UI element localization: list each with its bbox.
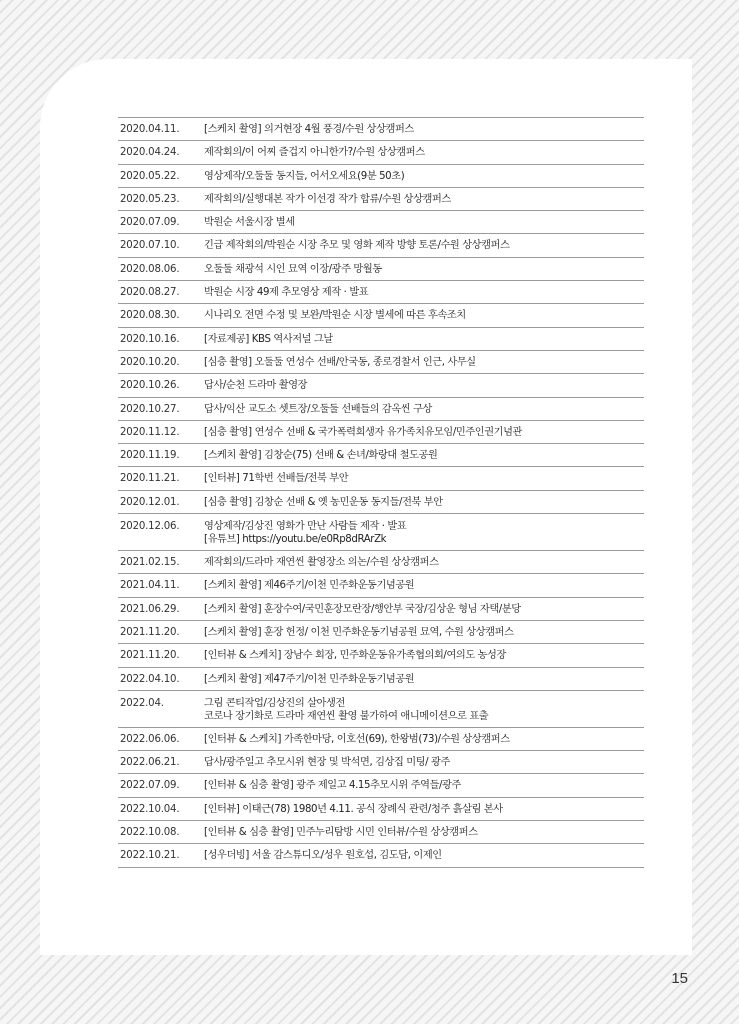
description-line: [스케치 촬영] 김창순(75) 선배 & 손녀/화랑대 철도공원 xyxy=(204,450,438,462)
timeline-row xyxy=(118,165,644,188)
description-line: 오둘둘 채광석 시인 묘역 이장/광주 망월동 xyxy=(204,263,382,275)
timeline-row xyxy=(118,491,644,514)
row-description xyxy=(204,379,644,392)
description-line: [인터뷰 & 심층 촬영] 민주누리탐방 시민 인터뷰/수원 상상캠퍼스 xyxy=(204,827,478,839)
timeline-row xyxy=(118,774,644,797)
row-description xyxy=(204,356,644,369)
row-date: 2022.10.08. xyxy=(120,827,180,839)
timeline-row xyxy=(118,141,644,164)
row-description xyxy=(204,579,644,592)
row-description xyxy=(204,649,644,662)
row-description xyxy=(204,286,644,299)
row-date: 2022.10.04. xyxy=(120,803,180,815)
row-date: 2020.07.09. xyxy=(120,217,180,229)
row-description xyxy=(204,496,644,509)
row-description xyxy=(204,123,644,136)
row-date: 2021.06.29. xyxy=(120,603,180,615)
row-date: 2020.10.27. xyxy=(120,403,180,415)
row-description xyxy=(204,170,644,183)
timeline-row xyxy=(118,281,644,304)
timeline-row xyxy=(118,821,644,844)
timeline-row xyxy=(118,598,644,621)
row-description xyxy=(204,520,644,546)
timeline-row xyxy=(118,844,644,867)
row-description xyxy=(204,603,644,616)
row-date: 2020.07.10. xyxy=(120,240,180,252)
row-description xyxy=(204,216,644,229)
timeline-row xyxy=(118,304,644,327)
row-description xyxy=(204,333,644,346)
row-description xyxy=(204,697,644,723)
row-date: 2020.08.06. xyxy=(120,263,180,275)
description-line: [인터뷰 & 스케치] 장남수 회장, 민주화운동유가족협의회/여의도 농성장 xyxy=(204,650,506,662)
timeline-row xyxy=(118,398,644,421)
timeline-row xyxy=(118,751,644,774)
description-line: [인터뷰] 71학번 선배들/전북 부안 xyxy=(204,473,349,485)
description-line: 영상제작/오둘둘 동지들, 어서오세요(9분 50초) xyxy=(204,170,405,182)
description-line: 영상제작/김상진 영화가 만난 사람들 제작 · 발표 xyxy=(204,521,407,533)
description-line: 제작회의/실행대본 작가 이선경 작가 합류/수원 상상캠퍼스 xyxy=(204,193,451,205)
timeline-row xyxy=(118,258,644,281)
row-date: 2020.11.19. xyxy=(120,450,180,462)
description-line: [스케치 촬영] 의거현장 4월 풍경/수원 상상캠퍼스 xyxy=(204,124,414,135)
description-line: [심층 촬영] 김창순 선배 & 옛 농민운동 동지들/전북 부안 xyxy=(204,496,443,508)
row-date: 2021.11.20. xyxy=(120,650,180,662)
timeline-row xyxy=(118,118,644,141)
row-date: 2020.04.24. xyxy=(120,147,180,159)
row-date: 2020.10.16. xyxy=(120,333,180,345)
timeline-row xyxy=(118,374,644,397)
row-description xyxy=(204,849,644,862)
row-description xyxy=(204,449,644,462)
description-line: [인터뷰 & 심층 촬영] 광주 제일고 4.15추모시위 주역들/광주 xyxy=(204,780,461,792)
timeline-row xyxy=(118,514,644,551)
row-date: 2020.08.30. xyxy=(120,310,180,322)
page-number: 15 xyxy=(671,970,688,987)
timeline-row xyxy=(118,211,644,234)
description-line: 박원순 서울시장 별세 xyxy=(204,217,295,229)
timeline-row xyxy=(118,188,644,211)
timeline-row xyxy=(118,621,644,644)
timeline-row xyxy=(118,691,644,728)
row-date: 2020.08.27. xyxy=(120,287,180,299)
description-line: 제작회의/드라마 재연씬 촬영장소 의논/수원 상상캠퍼스 xyxy=(204,557,439,569)
row-description xyxy=(204,626,644,639)
row-description xyxy=(204,556,644,569)
description-line: 시나리오 전면 수정 및 보완/박원순 시장 별세에 따른 후속조치 xyxy=(204,310,466,322)
timeline-row xyxy=(118,421,644,444)
timeline-row xyxy=(118,444,644,467)
row-description xyxy=(204,826,644,839)
description-line: 답사/순천 드라마 촬영장 xyxy=(204,380,308,392)
description-line: [스케치 촬영] 훈장 헌정/ 이천 민주화운동기념공원 묘역, 수원 상상캠퍼스 xyxy=(204,626,514,638)
row-date: 2020.10.26. xyxy=(120,380,180,392)
description-line: [스케치 촬영] 제46주기/이천 민주화운동기념공원 xyxy=(204,580,415,592)
row-description xyxy=(204,472,644,485)
description-line: 그림 콘티작업/김상진의 살아생전 xyxy=(204,697,345,709)
timeline-row xyxy=(118,728,644,751)
description-line: 박원순 시장 49제 추모영상 제작 · 발표 xyxy=(204,287,369,299)
row-description xyxy=(204,803,644,816)
row-description xyxy=(204,403,644,416)
row-date: 2021.11.20. xyxy=(120,626,180,638)
description-line: [심층 촬영] 연성수 선배 & 국가폭력희생자 유가족치유모임/민주인권기념관 xyxy=(204,426,522,438)
row-date: 2020.10.20. xyxy=(120,356,180,368)
description-line: [인터뷰] 이태근(78) 1980년 4.11. 공식 장례식 관련/청주 흙살림 본사 xyxy=(204,803,503,815)
description-line: 제작회의/이 어찌 즐겁지 아니한가?/수원 상상캠퍼스 xyxy=(204,147,425,159)
timeline-row xyxy=(118,798,644,821)
row-date: 2020.04.11. xyxy=(120,124,180,135)
timeline-row xyxy=(118,351,644,374)
description-line: [유튜브] https://youtu.be/e0Rp8dRArZk xyxy=(204,534,387,546)
row-description xyxy=(204,756,644,769)
timeline-row xyxy=(118,467,644,490)
row-date: 2022.10.21. xyxy=(120,850,180,862)
description-line: 긴급 제작회의/박원순 시장 추모 및 영화 제작 방향 토론/수원 상상캠퍼스 xyxy=(204,240,510,252)
row-date: 2021.02.15. xyxy=(120,557,180,569)
row-date: 2022.06.21. xyxy=(120,757,180,769)
description-line: [성우더빙] 서울 감스튜디오/성우 원호섭, 김도담, 이제인 xyxy=(204,850,442,862)
timeline-row xyxy=(118,328,644,351)
description-line: [스케치 촬영] 제47주기/이천 민주화운동기념공원 xyxy=(204,673,415,685)
timeline-row xyxy=(118,574,644,597)
row-date: 2020.12.01. xyxy=(120,496,180,508)
description-line: 코로나 장기화로 드라마 재연씬 촬영 불가하여 애니메이션으로 표출 xyxy=(204,710,489,722)
description-line: 답사/익산 교도소 셋트장/오둘둘 선배들의 감옥씬 구상 xyxy=(204,403,432,415)
timeline-row xyxy=(118,668,644,691)
row-date: 2020.05.23. xyxy=(120,193,180,205)
row-date: 2020.11.12. xyxy=(120,426,180,438)
description-line: [스케치 촬영] 훈장수여/국민훈장모란장/행안부 국장/김상운 형님 자택/분당 xyxy=(204,603,521,615)
row-date: 2020.11.21. xyxy=(120,473,180,485)
description-line: 답사/광주일고 추모시위 현장 및 박석면, 김상집 미팅/ 광주 xyxy=(204,757,450,769)
row-date: 2020.05.22. xyxy=(120,170,180,182)
row-description xyxy=(204,239,644,252)
timeline-row xyxy=(118,644,644,667)
row-description xyxy=(204,263,644,276)
description-line: [심층 촬영] 오둘둘 연성수 선배/안국동, 종로경찰서 인근, 사무실 xyxy=(204,356,476,368)
timeline-table xyxy=(118,117,644,868)
row-date: 2021.04.11. xyxy=(120,580,180,592)
timeline-row xyxy=(118,234,644,257)
row-date: 2022.07.09. xyxy=(120,780,180,792)
row-date: 2022.06.06. xyxy=(120,733,180,745)
timeline-row xyxy=(118,551,644,574)
row-description xyxy=(204,673,644,686)
row-date: 2020.12.06. xyxy=(120,521,180,533)
row-date: 2022.04. xyxy=(120,697,164,709)
description-line: [인터뷰 & 스케치] 가족한마당, 이호선(69), 한왕범(73)/수원 상상캠퍼스 xyxy=(204,733,510,745)
row-description xyxy=(204,733,644,746)
row-description xyxy=(204,309,644,322)
row-description xyxy=(204,426,644,439)
row-description xyxy=(204,779,644,792)
row-description xyxy=(204,146,644,159)
description-line: [자료제공] KBS 역사저널 그날 xyxy=(204,333,333,345)
row-description xyxy=(204,193,644,206)
row-date: 2022.04.10. xyxy=(120,673,180,685)
